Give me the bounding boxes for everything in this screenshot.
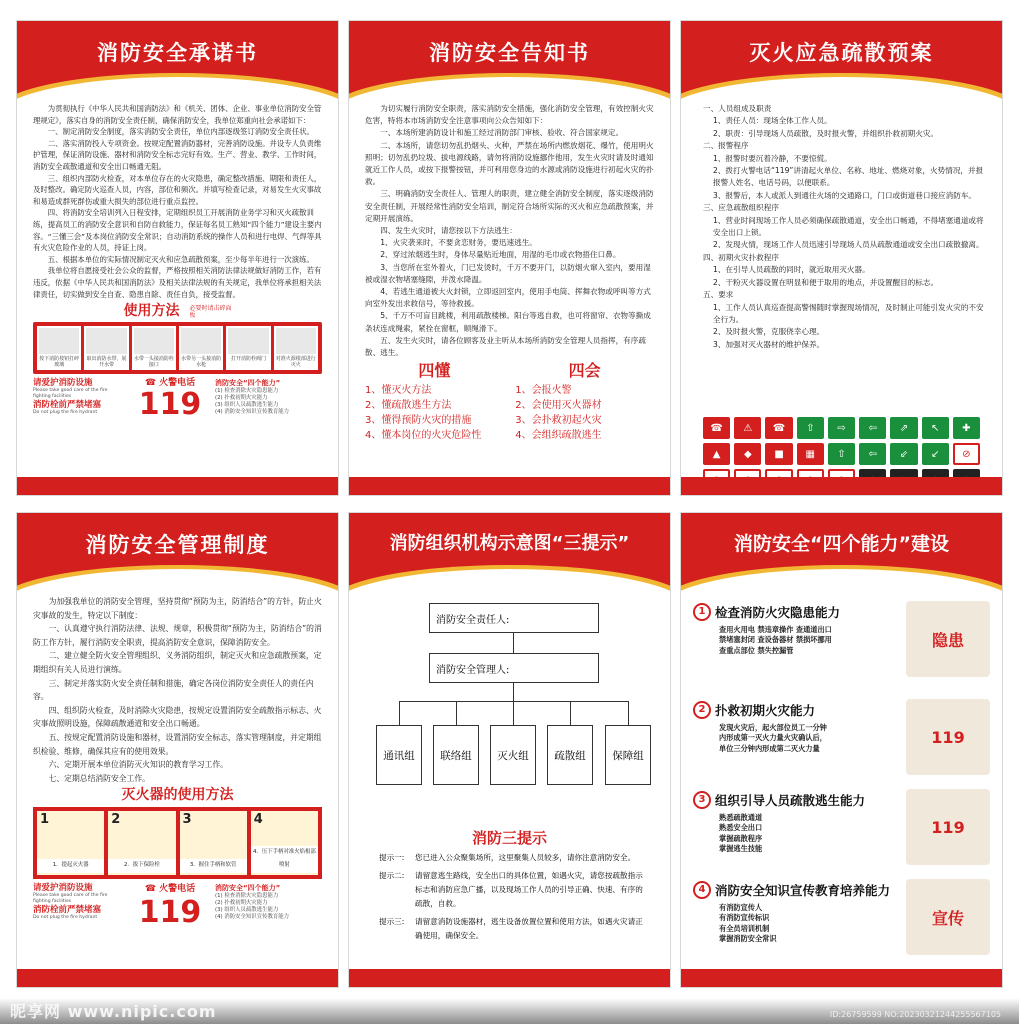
protect-en: Please take good care of the fire fighting facilities xyxy=(33,892,108,904)
board-title: 灭火应急疏散预案 xyxy=(749,41,934,65)
paragraph: 5、千万不可盲目跳楼，利用疏散楼梯。阳台等逃自救，也可将窗帘、衣物等撕成条状连成绳索，紧拴在窗框，顺绳滑下。 xyxy=(365,311,651,333)
tip-item: 提示二: 请留意逃生路线，安全出口的具体位置，如遇火灾，请您按疏散指示标志和消防应急广播，以及现场工作人员的引导正确、快速、有序的疏散，自救。 xyxy=(379,871,643,908)
board-title: 消防安全告知书 xyxy=(429,41,590,65)
alarm-label: 火警电话 xyxy=(159,377,196,388)
list-item: (4) 消防安全知识宣传教育能力 xyxy=(215,408,290,415)
ability-name: 检查消防火灾隐患能力 xyxy=(715,604,841,620)
board-header xyxy=(681,513,1002,591)
board-body xyxy=(33,103,322,421)
board-header xyxy=(17,21,338,99)
method-strip xyxy=(33,322,322,374)
watermark-logo: 昵享网 www.nipic.com xyxy=(10,1002,217,1021)
ability-illustration: 119 xyxy=(906,699,990,775)
paragraph: 4、若逃生通道被大火封锁，立即返回室内，使用手电筒、挥舞衣物或呼叫等方式向室外发出求救信号，等待救援。 xyxy=(365,287,651,309)
arrow-down-left-sign-icon: ↙ xyxy=(922,443,949,465)
four-dong-title: 四懂 xyxy=(418,361,451,381)
tip-item: 提示三: 请留意消防设施器材，逃生设备放置位置和使用方法，如遇火灾请正确使用，确保安全。 xyxy=(379,917,643,940)
ability-item: 隐患 1 检查消防火灾隐患能力 查用火用电 禁违章操作 查通道出口 禁堵塞封闭 查设备器材 禁损坏挪用 查重点部位 禁失控漏管 xyxy=(693,601,990,693)
line: 1、报警时要沉着冷静，不要惊慌。 xyxy=(713,153,832,163)
board-body xyxy=(703,103,986,351)
fire-ladder-sign-icon: ▦ xyxy=(797,443,824,465)
list-item: (3) 组织人员疏散逃生能力 xyxy=(215,401,279,408)
paragraph: 3、当您所在室外着火，门已发烫时，千万不要开门，以防烟火窜入室内，要用湿被或湿衣物堵塞缝隙，并泼水降温。 xyxy=(365,262,651,284)
fire-phone-sign-icon: ☎ xyxy=(765,417,792,439)
list-item: 4、懂本岗位的火灾危险性 xyxy=(365,430,482,442)
method-step: 水带一头接消防栓接口 xyxy=(132,326,176,370)
section-heading: 一、人员组成及职责 xyxy=(703,104,772,113)
fire-hose-sign-icon: ■ xyxy=(765,443,792,465)
ability-illustration: 宣传 xyxy=(906,879,990,955)
extinguisher-step: 4 4．压下手柄对准火焰根部喷射 xyxy=(251,811,318,875)
four-ability-title: 消防安全“四个能力” xyxy=(215,378,281,387)
method-step: 取出消防水带，展开水带 xyxy=(84,326,128,370)
line: 3、加强对灭火器材的维护保养。 xyxy=(713,339,825,349)
hydrant-sign-icon: ◆ xyxy=(734,443,761,465)
board-title: 消防安全“四个能力”建设 xyxy=(734,533,949,555)
alarm-number: 119 xyxy=(138,387,202,423)
section-heading: 二、报警程序 xyxy=(703,141,749,151)
list-item: (2) 扑救初期火灾能力 xyxy=(215,394,268,401)
hydrant-title: 消防栓前严禁堵塞 xyxy=(33,904,102,915)
protect-en: Please take good care of the fire fighting facilities xyxy=(33,387,108,399)
board-title: 消防安全管理制度 xyxy=(85,533,270,557)
exit-sign-icon: ⇧ xyxy=(797,417,824,439)
paragraph: 为切实履行消防安全职责，落实消防安全措施，强化消防安全管理，有效控制火灾危害，特将本市场消防安全注意事项向公众告知如下： xyxy=(365,104,654,126)
phone-icon: ☎ xyxy=(144,883,157,894)
board-header xyxy=(349,513,670,591)
paragraph: 三、明确消防安全责任人、管理人的职责，建立健全消防安全制度，落实逐级消防安全责任制，开展经常性消防安全培训，制定符合场所实际的灭火和应急疏散预案，并定期开展演练。 xyxy=(365,189,654,223)
paragraph: 一、认真遵守执行消防法律、法规、规章，积极贯彻“预防为主，防消结合”的消防工作方针，履行消防安全职责，提高消防安全意识，保障消防安全。 xyxy=(33,624,322,647)
board-header xyxy=(17,513,338,591)
list-item: (1) 检查消除火灾隐患能力 xyxy=(215,892,279,899)
exit-right-sign-icon: ⇨ xyxy=(828,417,855,439)
section-heading: 四、初期火灾扑救程序 xyxy=(703,252,779,262)
line: 3、报警后，本人或派人到通往火场的交通路口，门口或街道巷口接应消防车。 xyxy=(713,190,977,200)
tips-list xyxy=(379,851,648,943)
group-box: 疏散组 xyxy=(547,725,593,785)
list-item: 3、会扑救初起火灾 xyxy=(515,415,602,427)
group-box: 联络组 xyxy=(433,725,479,785)
arrow-down-left-sign-icon: ⇙ xyxy=(890,443,917,465)
paragraph: 二、落实消防投入专项资金。按规定配置消防器材，完善消防设施。并设专人负责维护管理，保证消防设施、器材和消防安全标志完好有效。生产、营业、教学、工作时间，消防安全疏散通道和安全出口畅通无阻。 xyxy=(33,138,322,171)
board-header xyxy=(349,21,670,99)
fire-extinguisher-sign-icon: ▲ xyxy=(703,443,730,465)
board-management-rules xyxy=(16,512,339,988)
section-heading: 三、应急疏散组织程序 xyxy=(703,203,779,213)
paragraph: 二、本场所，请您切勿乱扔烟头、火种，严禁在场所内燃放烟花、爆竹，使用明火照明；切勿乱扔垃圾、拔电源线路，请勿将消防设施挪作他用，发生火灾时请及时通知就近工作人员，或按下报警按钮，并可利用您身边的水源或消防设施进行初起火灾的扑救。 xyxy=(365,140,654,187)
emergency-exit-sign-icon: ⇧ xyxy=(828,443,855,465)
method-badge: 必要时请击碎面板 xyxy=(189,304,232,319)
list-item: (1) 检查消除火灾隐患能力 xyxy=(215,387,279,394)
ability-illustration: 119 xyxy=(906,789,990,865)
ability-illustration: 隐患 xyxy=(906,601,990,677)
list-item: (4) 消防安全知识宣传教育能力 xyxy=(215,913,290,920)
ability-item: 119 2 扑救初期火灾能力 发现火灾后，起火部位员工一分钟 内形成第一灭火力量火灾确认后， 单位三分钟内形成第二灭火力量 xyxy=(693,699,990,791)
paragraph: 六、定期开展本单位消防灭火知识的教育学习工作。 xyxy=(48,760,228,770)
method-step: 对准火源根部进行灭火 xyxy=(274,326,318,370)
line: 2、干粉灭火器设置在明显和便于取用的地点，并设置醒目的标志。 xyxy=(713,277,939,287)
method-title: 使用方法 xyxy=(123,303,180,320)
paragraph: 为加强我单位的消防安全管理，坚持贯彻“预防为主，防消结合”的方针，防止火灾事故的发生，特定以下制度： xyxy=(33,597,322,620)
group-box: 灭火组 xyxy=(490,725,536,785)
line: 1、工作人员认真巡查提高警惕随时掌握现场情况，及时制止可能引发火灾的不安全行为。 xyxy=(713,302,984,324)
list-item: 1、会报火警 xyxy=(515,385,572,397)
paragraph: 七、定期总结消防安全工作。 xyxy=(48,773,150,783)
line: 1、在引导人员疏散的同时，就近取用灭火器。 xyxy=(713,265,870,275)
list-item: 1、懂灭火方法 xyxy=(365,385,432,397)
paragraph: 二、建立健全防火安全管理组织、义务消防组织，制定灭火和应急疏散预案，定期组织有关人员进行演练。 xyxy=(33,651,322,674)
board-commitment xyxy=(16,20,339,496)
line: 2、职责：引导现场人员疏散，及时报火警，并组织扑救初期火灾。 xyxy=(713,128,939,138)
list-item: 3、懂得预防火灾的措施 xyxy=(365,415,472,427)
paragraph: 五、按规定配置消防设施和器材，设置消防安全标志，落实管理制度，并定期组织检验、维修，确保其应有的使用效果。 xyxy=(33,732,322,756)
list-item: (3) 组织人员疏散逃生能力 xyxy=(215,906,279,913)
paragraph: 一、制定消防安全制度，落实消防安全责任，单位内部逐级签订消防安全责任状。 xyxy=(47,127,314,137)
extinguisher-steps xyxy=(33,807,322,879)
paragraph: 2、穿过浓烟逃生时，身体尽量贴近地面，用湿的毛巾或衣物捂住口鼻。 xyxy=(380,250,621,260)
board-header xyxy=(681,21,1002,99)
extinguisher-step: 3 3．握住手柄和软管 xyxy=(180,811,247,875)
paragraph: 我单位将自愿接受社会公众的监督，严格按照相关消防法律法规做好消防工作，若有违反，依据《中华人民共和国消防法》及相关法律法规的有关规定，我单位将承担相关法律责任，切实做到安全自查、隐患自除、责任自负，接受监督。 xyxy=(33,266,322,299)
ability-name: 组织引导人员疏散逃生能力 xyxy=(715,792,866,808)
paragraph: 五、根据本单位的实际情况制定灭火和应急疏散预案，至少每半年进行一次演练。 xyxy=(47,254,314,264)
hydrant-en: Do not plug the fire hydrant xyxy=(33,409,98,415)
protect-title: 请爱护消防设施 xyxy=(33,377,93,388)
extinguisher-step: 1 1．提起灭火器 xyxy=(37,811,104,875)
hydrant-title: 消防栓前严禁堵塞 xyxy=(33,399,102,410)
extinguisher-step: 2 2．拔下保险栓 xyxy=(108,811,175,875)
tips-title: 消防三提示 xyxy=(471,829,547,847)
board-body xyxy=(33,595,322,929)
board-org-chart xyxy=(348,512,671,988)
watermark-id: ID:26759599 NO:20230321244255567105 xyxy=(829,1010,1001,1019)
method-step: 按下消防按钮打碎玻璃 xyxy=(37,326,81,370)
ability-number: 4 xyxy=(693,881,711,899)
board-evacuation-plan xyxy=(680,20,1003,496)
list-item: 4、会组织疏散逃生 xyxy=(515,430,602,442)
paragraph: 1、火灾袭来时，不要贪恋财务，要迅速逃生。 xyxy=(380,238,537,248)
paragraph: 三、组织内部防火检查，对本单位存在的火灾隐患，确定整改措施、期限和责任人，及时整改。确定防火巡查人员，内容，部位和频次。并填写检查记录，对易发生火灾事故和易造成群死群伤或重大损失的部位进行重点监控。 xyxy=(33,173,322,206)
tip-item: 提示一: 您已进入公众聚集场所，这里聚集人员较多，请你注意消防安全。 xyxy=(379,853,636,862)
ability-number: 3 xyxy=(693,791,711,809)
line: 1、营业时间现场工作人员必须确保疏散通道，安全出口畅通，不得堵塞通道或将安全出口上锁。 xyxy=(713,215,984,238)
board-notice xyxy=(348,20,671,496)
ability-number: 1 xyxy=(693,603,711,621)
manager-box: 消防安全管理人: xyxy=(429,653,599,683)
no-smoking-sign-icon: ⊘ xyxy=(953,443,980,465)
phone-icon: ☎ xyxy=(144,377,157,388)
line: 2、及时报火警，克服侥幸心理。 xyxy=(713,327,825,337)
exit-left-sign-icon: ⇦ xyxy=(859,417,886,439)
ability-item: 宣传 4 消防安全知识宣传教育培养能力 有消防宣传人 有消防宣传标识 有全员培训机制 掌握消防安全常识 xyxy=(693,879,990,971)
exit-up-right-sign-icon: ⇗ xyxy=(890,417,917,439)
board-title: 消防安全承诺书 xyxy=(97,41,258,65)
watermark-strip xyxy=(0,998,1019,1024)
arrow-left-sign-icon: ⇦ xyxy=(859,443,886,465)
alarm-number: 119 xyxy=(138,894,202,930)
protect-title: 请爱护消防设施 xyxy=(33,882,93,893)
section-heading: 五、要求 xyxy=(703,290,734,300)
fire-info-row xyxy=(33,378,322,422)
first-aid-sign-icon: ✚ xyxy=(953,417,980,439)
alarm-label: 火警电话 xyxy=(159,883,196,894)
paragraph: 四、组织防火检查，及时消除火灾隐患，按规定设置消防安全疏散指示标志、火灾事故照明设施，保障疏散通道和安全出口畅通。 xyxy=(33,705,322,729)
list-item: (2) 扑救初期火灾能力 xyxy=(215,899,268,906)
ability-item: 119 3 组织引导人员疏散逃生能力 熟悉疏散通道 熟悉安全出口 掌握疏散程序 掌握逃生技能 xyxy=(693,789,990,881)
line: 2、拨打火警电话“119”讲清起火单位、名称、地址、燃烧对象，火势情况，并报报警人姓名、电话号码，以便联系。 xyxy=(713,166,984,188)
method-step: 水带另一头接消防水枪 xyxy=(179,326,223,370)
list-item: 2、会使用灭火器材 xyxy=(515,400,602,412)
paragraph: 为贯彻执行《中华人民共和国消防法》和《机关、团体、企业、事业单位消防安全管理规定》，落实自身的消防安全责任制，确保消防安全，我单位郑重向社会承诺如下： xyxy=(33,104,322,125)
ability-number: 2 xyxy=(693,701,711,719)
line: 2、发现火情，现场工作人员迅速引导现场人员从疏散通道或安全出口疏散撤离。 xyxy=(713,240,984,250)
fire-info-row xyxy=(33,883,322,929)
four-hui-title: 四会 xyxy=(568,361,601,381)
line: 1、责任人员：现场全体工作人员。 xyxy=(713,116,832,126)
exit-up-left-sign-icon: ↖ xyxy=(922,417,949,439)
extinguisher-title: 灭火器的使用方法 xyxy=(121,787,234,804)
paragraph: 四、发生火灾时，请您按以下方法逃生： xyxy=(380,226,517,236)
hydrant-en: Do not plug the fire hydrant xyxy=(33,914,98,920)
fire-alarm-sign-icon: ☎ xyxy=(703,417,730,439)
method-step: 打开消防栓阀门 xyxy=(226,326,270,370)
group-box: 通讯组 xyxy=(376,725,422,785)
board-title: 消防组织机构示意图“三提示” xyxy=(389,533,630,554)
paragraph: 五、发生火灾时，请各位顾客及业主听从本场所消防安全管理人员指挥，有序疏散、逃生。 xyxy=(365,335,646,358)
group-box: 保障组 xyxy=(605,725,651,785)
paragraph: 三、制定并落实防火安全责任制和措施，确定各岗位消防安全责任人的责任内容。 xyxy=(33,678,314,702)
ability-name: 消防安全知识宣传教育培养能力 xyxy=(715,882,891,898)
warning-sign-icon: ⚠ xyxy=(734,417,761,439)
four-dong-hui xyxy=(365,361,654,443)
ability-name: 扑救初期火灾能力 xyxy=(715,702,816,718)
responsible-box: 消防安全责任人: xyxy=(429,603,599,633)
board-four-abilities xyxy=(680,512,1003,988)
paragraph: 一、本场所建消防设计和施工经过消防部门审核、验收、符合国家规定。 xyxy=(380,128,624,138)
four-ability-title: 消防安全“四个能力” xyxy=(215,883,281,892)
board-body xyxy=(365,103,654,443)
paragraph: 四、将消防安全培训列入日程安排，定期组织员工开展消防业务学习和灭火疏散训练，提高员工的消防安全意识和自防自救能力，保证每名员工熟知“四个能力”建设主要内容。“三懂三会”及本岗位消防安全常识；自动消防系统的操作人员和进行电焊、气焊等具有火灾危险作业的人员，持证上岗。 xyxy=(33,208,322,253)
list-item: 2、懂疏散逃生方法 xyxy=(365,400,452,412)
org-chart xyxy=(349,603,670,798)
